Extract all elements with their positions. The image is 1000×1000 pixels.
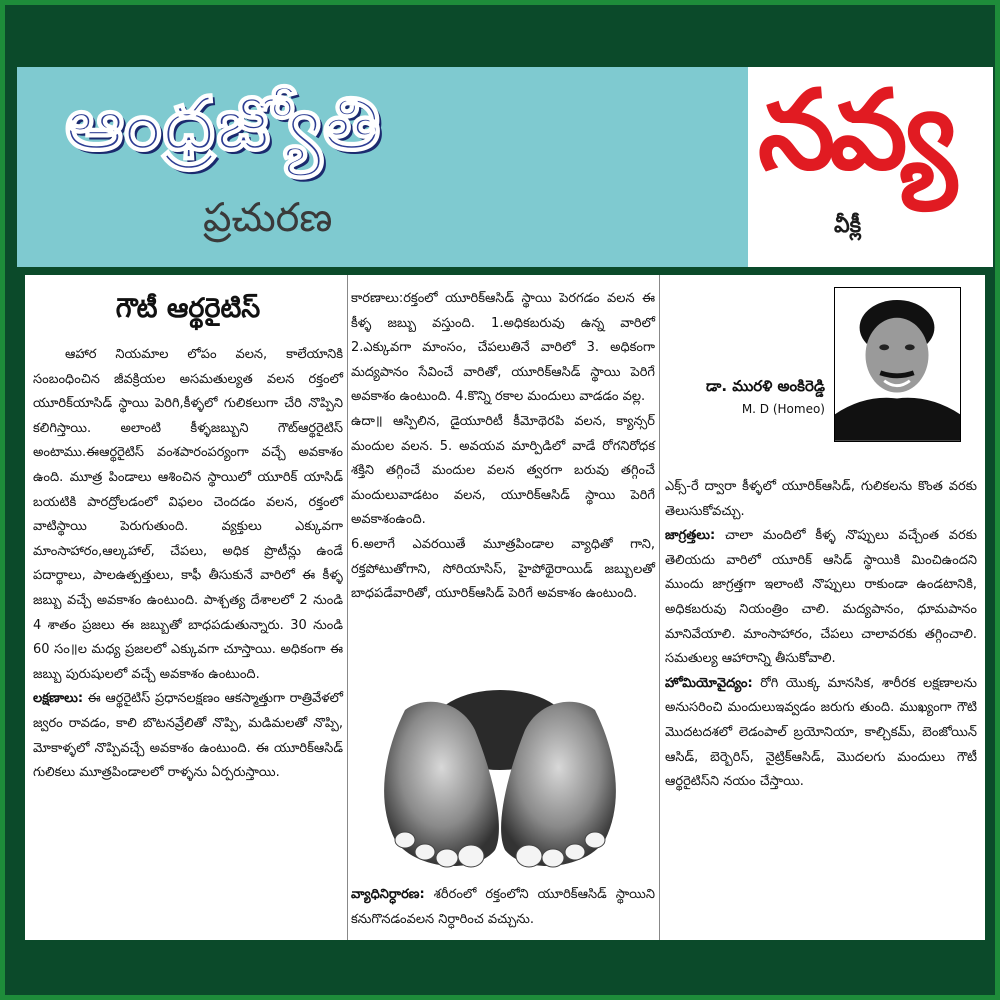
example-paragraph: ఉదా॥ ఆస్పిలిన, డైయూరిటీ కీమోథెరపి వలన, క్యాన్సర్ మందుల వలన. 5. అవయవ మార్పిడిలో వాడే రోగనిరోధక శక్తిని తగ్గించే మందుల వలన త్వరగా బరువు తగ్గించే మందులువాడటం వలన, యూరిక్‌ఆసిడ్ స్థాయి పెరిగే అవకాశంఉంది.: [351, 413, 655, 528]
newspaper-title: ఆంధ్రజ్యోతి: [65, 81, 382, 167]
byline: [665, 375, 825, 419]
diagnosis-paragraph: [351, 883, 655, 932]
supplement-subtitle: వీక్లీ: [834, 213, 862, 238]
newspaper-subtitle: ప్రచురణ: [203, 195, 333, 241]
homeo-label: హోమియోవైద్యం:: [665, 675, 753, 691]
item6-paragraph: 6.అలాగే ఎవరయితే మూత్రపిండాల వ్యాధితో గాని, రక్తపోటుతోగాని, సోరియాసిస్, హైపోథైరాయిడ్ జబ్బులతో బాధపడేవారితో, యూరిక్‌ఆసిడ్ పెరిగే అవకాశం ఉంటుంది.: [351, 536, 655, 602]
homeo-paragraph: [665, 672, 977, 795]
diagnosis-text: శరీరంలో రక్తంలోని యూరిక్‌ఆసిడ్ స్థాయిని కనుగొనడంవలన నిర్ధారించ వచ్చును.: [351, 887, 655, 927]
article-column-1: [33, 285, 343, 786]
diagnosis-block: [351, 883, 655, 932]
article-column-2: [351, 287, 655, 607]
diagnosis-label: వ్యాధినిర్ధారణ:: [351, 887, 425, 902]
precautions-label: జాగ్రత్తలు:: [665, 528, 716, 544]
precautions-text: చాలా మందిలో కీళ్ళ నొప్పులు వచ్చేంత వరకు తెలియదు వారిలో యూరిక్ ఆసిడ్ స్థాయికి మించిఉందని ముందు జాగ్రత్తగా ఇలాంటి నొప్పులు రాకుండా ఉండటానికి, అధికబరువు నియంత్రిం చాలి. మద్యపానం, ధూమపానం మానివేయాలి. మాంసాహారం, చేపలు చాలావరకు తగ్గించాలి. సమతుల్య ఆహారాన్ని తీసుకోవాలి.: [665, 528, 978, 667]
article-column-3: [665, 475, 977, 795]
column-divider: [347, 275, 348, 940]
symptoms-label: లక్షణాలు:: [33, 691, 84, 707]
precautions-paragraph: [665, 524, 977, 672]
symptoms-paragraph: [33, 687, 343, 785]
article-headline: గౌటీ ఆర్థరైటిస్: [115, 293, 261, 324]
author-credential: M. D (Homeo): [741, 402, 825, 416]
intro-paragraph: ఆహార నియమాల లోపం వలన, కాలేయానికి సంబంధించిన జీవక్రియల అసమతుల్యత వలన రక్తంలో యూరిక్‌యాసిడ్ స్థాయి పెరిగి,కీళ్ళలో గులికలుగా చేరి నొప్పిని కలిగిస్తాయి. అలాంటి కీళ్ళజబ్బుని గౌట్‌ఆర్థరైటిస్ అంటాము.ఈఆర్థరైటిస్ వంశపారంపర్యంగా వచ్చే అవకాశం ఉంది. మూత్ర పిండాలు ఆశించిన స్థాయిలో యూరిక్ యాసిడ్ బయటికి పారద్రోలడంలో విఫలం చెందడం వలన, రక్తంలో వాటిస్థాయి పెరుగుతుంది. వ్యక్తులు ఎక్కువగా మాంసాహారం,ఆల్కహాల్, చేపలు, అధిక ప్రొటీన్లు ఉండే పదార్థాలు, పాలఉత్పత్తులు, కాఫీ తీసుకునే వారిలో ఈ కీళ్ళ జబ్బు వచ్చే అవకాశం ఉంటుంది. పాశ్చత్య దేశాలలో 2 నుండి 4 శాతం ప్రజలు ఈ జబ్బుతో బాధపడుతున్నారు. 30 నుండి 60 సం॥ల మధ్య ప్రజలలో ఎక్కువగా చూస్తాయి. అధికంగా ఈ జబ్బు పురుషులలో వచ్చే అవకాశం ఉంటుంది.: [33, 347, 343, 682]
supplement-logo: [748, 67, 993, 267]
feet-illustration: [365, 690, 635, 880]
article-body: [25, 275, 985, 940]
causes-paragraph: కారణాలు:రక్తంలో యూరిక్‌ఆసిడ్ స్థాయి పెరగడం వలన ఈ కీళ్ళ జబ్బు వస్తుంది. 1.అధికబరువు ఉన్న వారిలో 2.ఎక్కువగా మాంసం, చేపలుతినే వారిలో 3. అధికంగా మద్యపానం సేవించే వారితో, యూరిక్‌ఆసిడ్ స్థాయి పెరిగే అవకాశం ఉంటుంది. 4.కొన్ని రకాల మందులు వాడడం వల్ల.: [351, 291, 655, 405]
column-divider: [659, 275, 660, 940]
xray-paragraph: ఎక్స్-రే ద్వారా కీళ్ళలో యూరిక్‌ఆసిడ్, గులికలను కొంత వరకు తెలుసుకోవచ్చు.: [665, 479, 977, 519]
author-name: డా. మురళి అంకిరెడ్డి: [706, 377, 825, 395]
homeo-text: రోగి యొక్క మానసిక, శారీరక లక్షణాలను అనుసరించి మందులుఇవ్వడం జరుగు తుంది. ముఖ్యంగా గౌటి మొదటదశలో లెడంపాల్ బ్రయోనియా, కాల్చికమ్, బెంజోయిన్ ఆసిడ్, బెర్బెరిస్, నైట్రిక్‌ఆసిడ్, మొదలగు మందులు గౌటీ ఆర్థరైటిస్‌ని నయం చేస్తాయి.: [665, 675, 977, 790]
masthead-banner: [17, 67, 993, 267]
author-photo: [834, 287, 961, 442]
symptoms-text: ఈ ఆర్థరైటిస్ ప్రధానలక్షణం ఆకస్మాత్తుగా రాత్రివేళలో జ్వరం రావడం, కాలి బొటనవ్రేలితో నొప్పి, మడిమలతో నొప్పి, మోకాళ్ళలో నొప్పివచ్చే అవకాశం ఉంటుంది. ఈ యూరిక్‌ఆసిడ్ గులికలు మూత్రపిండాలలో రాళ్ళను ఏర్పరుస్తాయి.: [33, 691, 343, 781]
supplement-name: నవ్య: [758, 67, 951, 194]
